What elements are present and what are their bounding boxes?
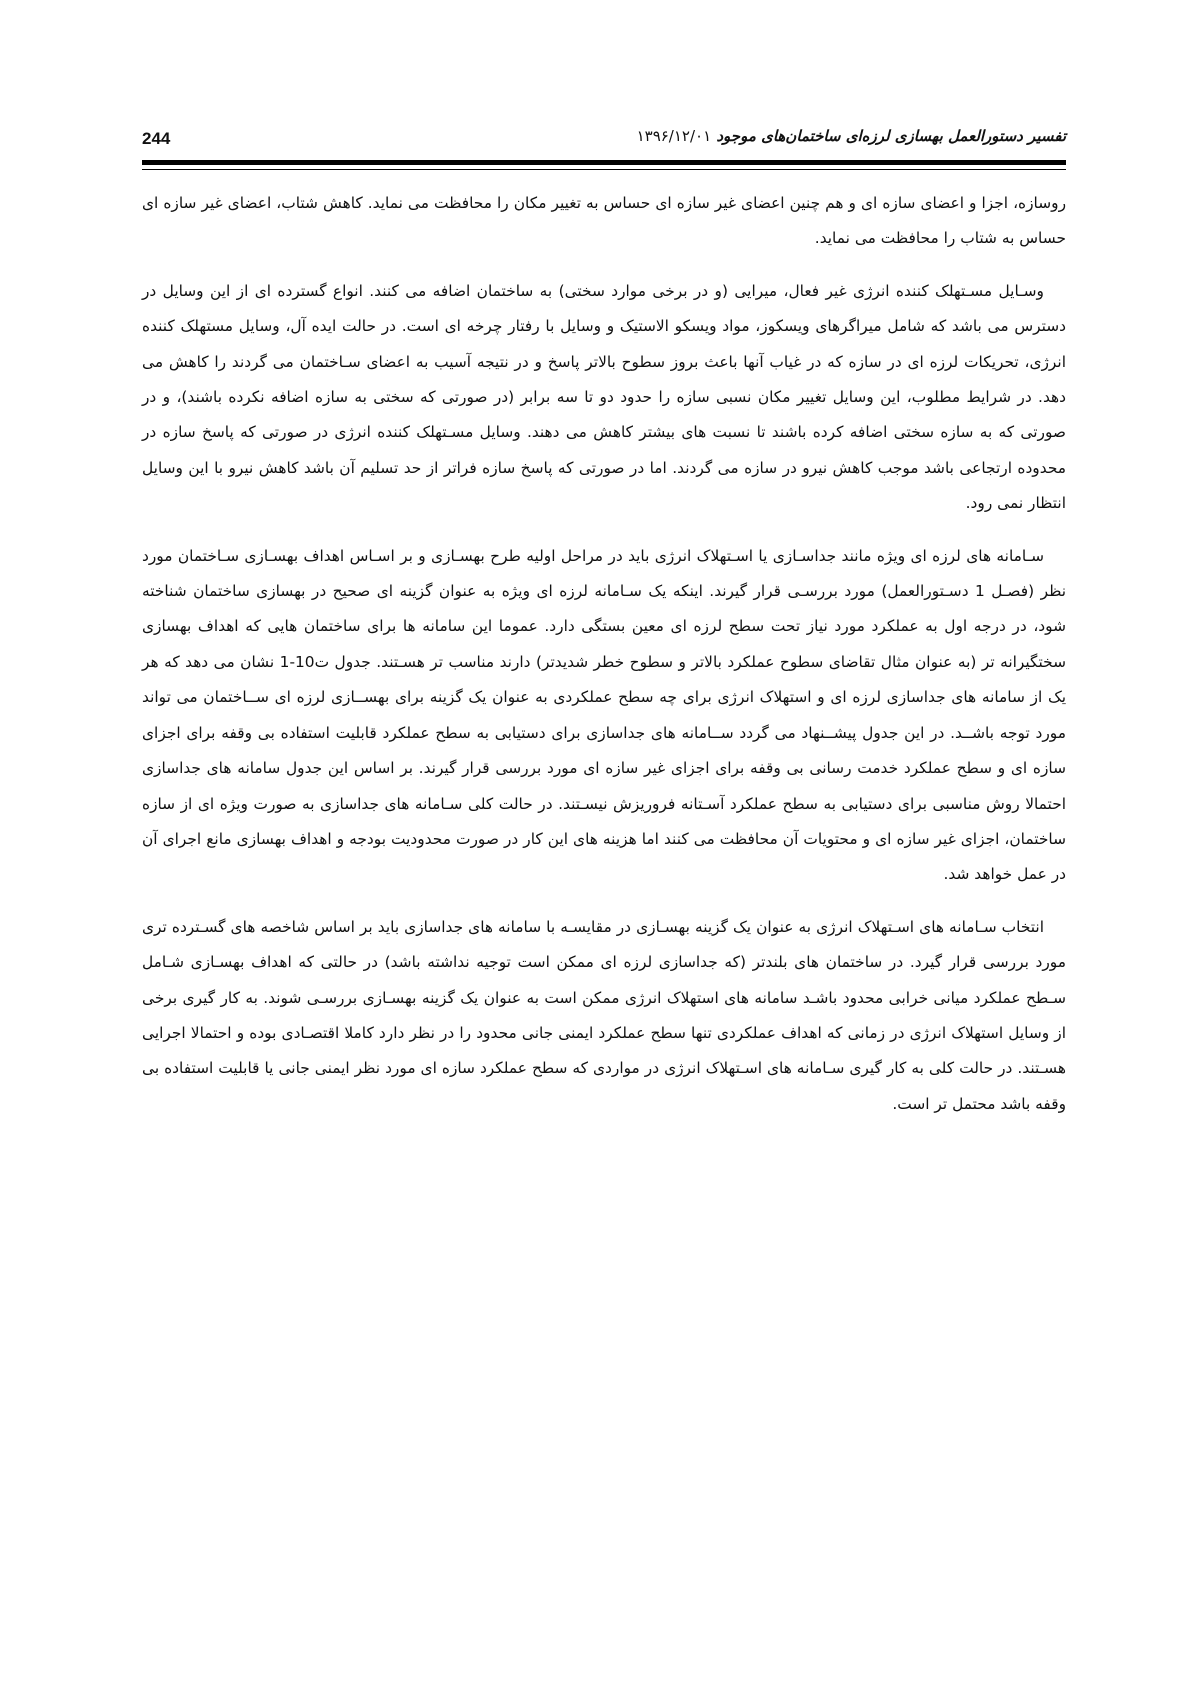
header-date: ۱۳۹۶/۱۲/۰۱ [636,127,712,145]
header-title: تفسیر دستورالعمل بهسازی لرزه‌ای ساختمان‌های موجود [716,127,1066,145]
page-header [142,125,1066,155]
paragraph-continuation: روسازه، اجزا و اعضای سازه ای و هم چنین اعضای غیر سازه ای حساس به تغییر مکان را محافظت می نماید. کاهش شتاب، اعضای غیر سازه ای حساس به شتاب را محافظت می نماید. [142,194,1066,248]
page-number: 244 [142,129,171,148]
header-rule-thick [142,160,1066,165]
body-text [142,186,1066,1139]
paragraph-energy-dissipation: وسـایل مسـتهلک کننده انرژی غیر فعال، میرایی (و در برخی موارد سختی) به ساختمان اضافه می کنند. انواع گسترده ای از این وسایل در دسترس می باشد که شامل میراگرهای ویسکوز، مواد ویسکو الاستیک و وسایل با رفتار چرخه ای است. در حالت ایده آل، وسایل مستهلک کننده انرژی، تحریکات لرزه ای در سازه که در غیاب آنها باعث بروز سطوح بالاتر پاسخ و در نتیجه آسیب به اعضای سـاختمان می گردند را کاهش می دهد. در شرایط مطلوب، این وسایل تغییر مکان نسبی سازه را حدود دو تا سه برابر (در صورتی که سختی به سازه اضافه نکرده باشند)، و در صورتی که به سازه سختی اضافه کرده باشند تا نسبت های بیشتر کاهش می دهند. وسایل مسـتهلک کننده انرژی در صورتی که پاسخ سازه در محدوده ارتجاعی باشد موجب کاهش نیرو در سازه می گردند. اما در صورتی که پاسخ سازه فراتر از حد تسلیم آن باشد کاهش نیرو با این وسایل انتظار نمی رود. [142,281,1066,513]
paragraph-special-systems: سـامانه های لرزه ای ویژه مانند جداسـازی یا اسـتهلاک انرژی باید در مراحل اولیه طرح بهسـازی و بر اسـاس اهداف بهسـازی سـاختمان مورد نظر (فصـل 1 دسـتورالعمل) مورد بررسـی قرار گیرند. اینکه یک سـامانه لرزه ای ویژه به عنوان گزینه ای صحیح در بهسازی ساختمان شناخته شود، در درجه اول به عملکرد مورد نیاز تحت سطح لرزه ای معین بستگی دارد. عموما این سامانه ها برای ساختمان هایی که اهداف بهسازی سختگیرانه تر (به عنوان مثال تقاضای سطوح عملکرد بالاتر و سطوح خطر شدیدتر) دارند مناسب تر هسـتند. جدول ت10-1 نشان می دهد که هر یک از سامانه های جداسازی لرزه ای و استهلاک انرژی برای چه سطح عملکردی به عنوان یک گزینه برای بهســازی لرزه ای ســاختمان می تواند مورد توجه باشــد. در این جدول پیشــنهاد می گردد ســامانه های جداسازی برای دستیابی به سطح عملکرد قابلیت استفاده بی وقفه برای اجزای سازه ای و سطح عملکرد خدمت رسانی بی وقفه برای اجزای غیر سازه ای مورد بررسی قرار گیرند. بر اساس این جدول سامانه های جداسازی احتمالا روش مناسبی برای دستیابی به سطح عملکرد آسـتانه فروریزش نیسـتند. در حالت کلی سـامانه های جداسازی به صورت ویژه ای از سازه ساختمان، اجزای غیر سازه ای و محتویات آن محافظت می کنند اما هزینه های این کار در صورت محدودیت بودجه و اهداف بهسازی مانع اجرای آن در عمل خواهد شد. [142,546,1066,884]
running-header [615,127,1066,145]
paragraph-selection: انتخاب سـامانه های اسـتهلاک انرژی به عنوان یک گزینه بهسـازی در مقایسـه با سامانه های جداسازی باید بر اساس شاخصه های گسـترده تری مورد بررسی قرار گیرد. در ساختمان های بلندتر (که جداسازی لرزه ای ممکن است توجیه نداشته باشد) در حالتی که اهداف بهسـازی شـامل سـطح عملکرد میانی خرابی محدود باشـد سامانه های استهلاک انرژی ممکن است به عنوان یک گزینه بهسـازی بررسـی شوند. به کار گیری برخی از وسایل استهلاک انرژی در زمانی که اهداف عملکردی تنها سطح عملکرد ایمنی جانی محدود را در نظر دارد کاملا اقتصـادی بوده و احتمالا اجرایی هسـتند. در حالت کلی به کار گیری سـامانه های اسـتهلاک انرژی در مواردی که سطح عملکرد سازه ای مورد نظر ایمنی جانی یا قابلیت استفاده بی وقفه باشد محتمل تر است. [142,917,1066,1113]
header-rule-thin [142,169,1066,170]
